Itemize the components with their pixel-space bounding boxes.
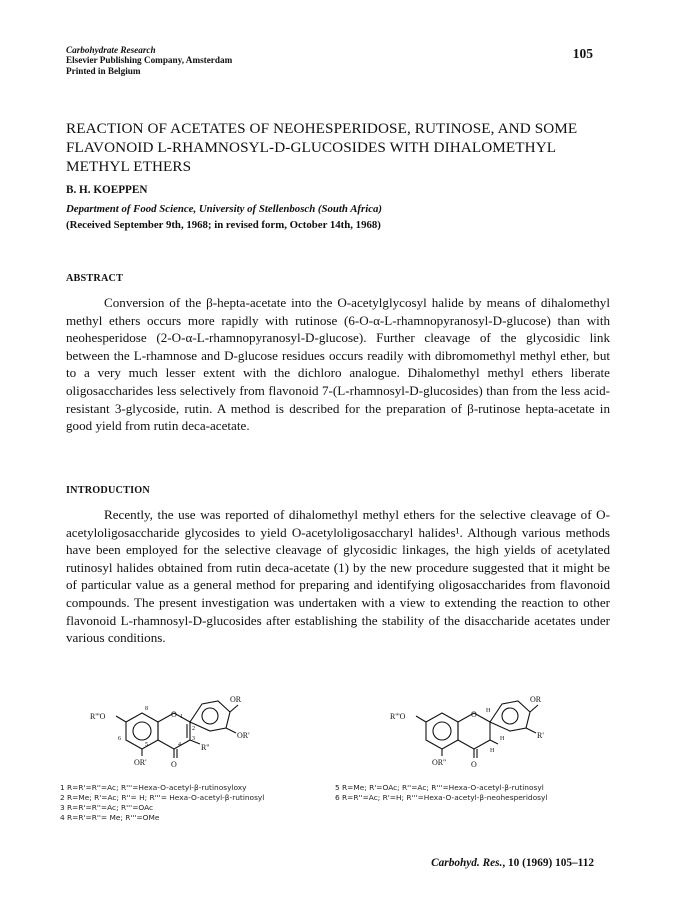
author-name: B. H. KOEPPEN: [66, 184, 148, 196]
label-r2: R'': [201, 743, 210, 752]
flavanone-ring-b-aromatic: [502, 708, 518, 724]
label-h3: H: [490, 748, 495, 754]
structure-figure: [60, 688, 620, 823]
label-r3o: R'''O: [90, 712, 106, 721]
introduction-text: Recently, the use was reported of dihalomethyl methyl ethers for the selective cleavage of O-acetyloligosaccharide glycosides to yield O-acetyloligosaccharyl halides¹. Although various methods have been employed for the selective cleavage of glycosidic linkages, the high yields of acetylated rutinosyl halides obtained from rutin deca-acetate (1) by the new procedure suggested that it might be of particular value as a general method for preparing and identifying oligosaccharides from flavonoid compounds. The present investigation was undertaken with a view to extending the reaction to other flavonoid L-rhamnosyl-D-glucosides after establishing the stability of the disaccharide acetates under various conditions.: [66, 507, 610, 646]
locant-6: 6: [118, 736, 121, 742]
flavone-ring-a: [126, 713, 158, 749]
footer-citation: [431, 857, 594, 869]
label-oxo-r: O: [471, 760, 477, 769]
flavone-ring-b: [190, 701, 230, 731]
locant-1: 1: [180, 714, 183, 720]
caption-2: 2 R=Me; R'=Ac; R''= H; R'''= Hexa-O-acetyl-β-rutinosyl: [60, 793, 265, 802]
label-r3o-r: R'''O: [390, 712, 406, 721]
page-number: 105: [572, 46, 593, 61]
label-ring-o-r: O: [471, 710, 477, 719]
flavone-ring-b-aromatic: [202, 708, 218, 724]
publisher-line: Elsevier Publishing Company, Amsterdam: [66, 55, 233, 66]
label-h2: H: [500, 736, 505, 742]
article-title: REACTION OF ACETATES OF NEOHESPERIDOSE, RUTINOSE, AND SOME FLAVONOID L-RHAMNOSYL-D-GLUCOSIDES WITH DIHALOMETHYL METHYL ETHERS: [66, 120, 578, 175]
abstract-heading: ABSTRACT: [66, 273, 124, 284]
printed-line: Printed in Belgium: [66, 65, 141, 76]
caption-4: 4 R=R'=R''= Me; R'''=OMe: [60, 813, 160, 822]
flavanone-ring-a-aromatic: [433, 722, 451, 740]
caption-1: 1 R=R'=R''=Ac; R'''=Hexa-O-acetyl-β-rutinosyloxy: [60, 783, 247, 792]
caption-5: 5 R=Me; R'=OAc; R''=Ac; R'''=Hexa-O-acetyl-β-rutinosyl: [335, 783, 544, 792]
caption-3: 3 R=R'=R''=Ac; R'''=OAc: [60, 803, 154, 812]
captions-left: [60, 783, 330, 823]
label-r-prime-r: R': [537, 731, 544, 740]
journal-name: Carbohydrate Research: [66, 45, 156, 55]
received-dates: (Received September 9th, 1968; in revised form, October 14th, 1968): [66, 219, 381, 231]
running-header: [66, 45, 232, 76]
introduction-heading: INTRODUCTION: [66, 485, 150, 496]
caption-6: 6 R=R''=Ac; R'=H; R'''=Hexa-O-acetyl-β-neohesperidosyl: [335, 793, 548, 802]
label-oxo: O: [171, 760, 177, 769]
footer-journal: Carbohyd. Res.: [431, 857, 503, 869]
label-h1: H: [486, 708, 491, 714]
locant-8: 8: [145, 706, 148, 712]
footer-volume: , 10 (1969) 105–112: [502, 857, 594, 869]
structure-drawings: [60, 688, 620, 778]
flavanone-ring-b: [490, 701, 530, 731]
locant-4: 4: [178, 742, 181, 748]
captions-right: [335, 783, 615, 803]
locant-3: 3: [192, 736, 195, 742]
label-or-prime: OR': [237, 731, 250, 740]
label-or: OR: [230, 695, 242, 704]
flavone-ring-a-aromatic: [133, 722, 151, 740]
label-or-r: OR: [530, 695, 542, 704]
locant-5: 5: [145, 742, 148, 748]
label-ring-o: O: [171, 710, 177, 719]
label-or-bottom-r: OR'': [432, 758, 446, 767]
affiliation: Department of Food Science, University of Stellenbosch (South Africa): [66, 203, 382, 215]
flavanone-ring-a: [426, 713, 458, 749]
abstract-text: Conversion of the β-hepta-acetate into the O-acetylglycosyl halide by means of dihalomethyl methyl ethers occurs more rapidly with rutinose (6-O-α-L-rhamnopyranosyl-D-glucose) than with neohesperidose (2-O-α-L-rhamnopyranosyl-D-glucose). Further cleavage of the glycosidic link between the L-rhamnose and D-glucose residues occurs readily with dibromomethyl methyl ether, but to a very much lesser extent with the dichloro analogue. Dihalomethyl methyl ethers liberate oligosaccharides less selectively from flavonoid 7-(L-rhamnosyl-D-glucosides) than from the less acid-resistant 3-glycoside, rutin. A method is described for the preparation of β-rutinose hepta-acetate in good yield from rutin deca-acetate.: [66, 295, 610, 434]
locant-2: 2: [192, 726, 195, 732]
label-or-bottom: OR': [134, 758, 147, 767]
